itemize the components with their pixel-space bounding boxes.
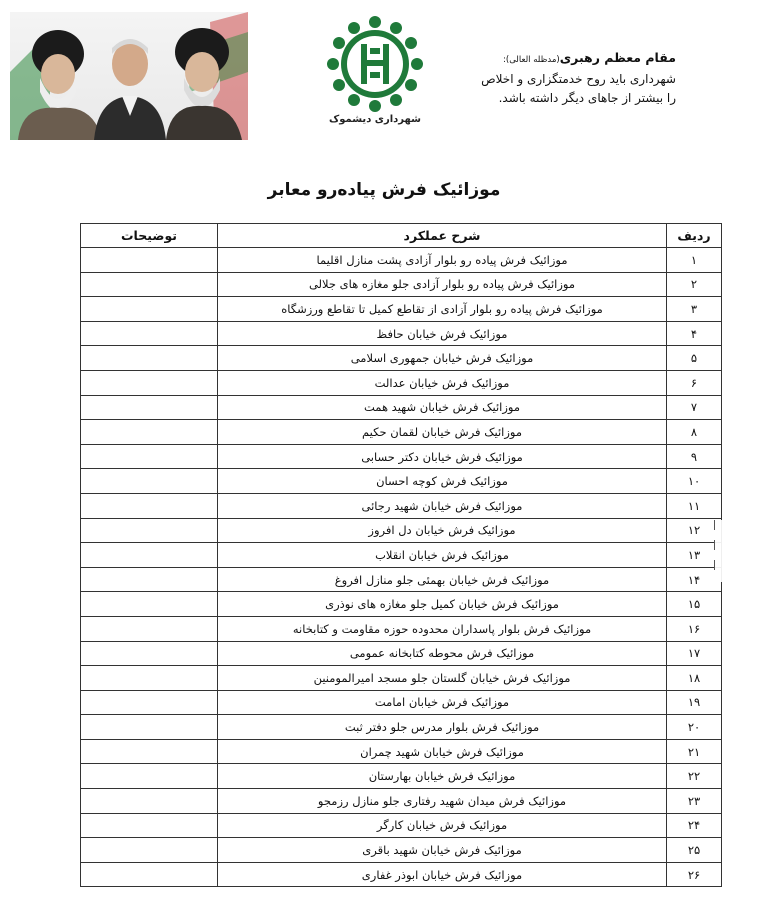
row-description-cell: موزائیک فرش خیابان شهید همت (218, 395, 667, 420)
row-number-cell: ۱۳ (667, 543, 722, 568)
row-description-cell: موزائیک فرش خیابان دکتر حسابی (218, 444, 667, 469)
row-notes-cell (81, 739, 218, 764)
table-row (81, 469, 722, 494)
row-notes-cell (81, 592, 218, 617)
table-row (81, 321, 722, 346)
row-notes-cell (81, 616, 218, 641)
row-number-cell: ۱۶ (667, 616, 722, 641)
row-number-cell: ۶ (667, 370, 722, 395)
row-notes-cell (81, 272, 218, 297)
quote-speaker: مقام معظم رهبری (559, 50, 676, 65)
row-description-cell: موزائیک فرش خیابان بهارستان (218, 764, 667, 789)
header-notes: توضیحات (81, 224, 218, 248)
row-notes-cell (81, 838, 218, 863)
row-notes-cell (81, 248, 218, 273)
table-row (81, 862, 722, 887)
table-row (81, 420, 722, 445)
table-row (81, 715, 722, 740)
header-description: شرح عملکرد (218, 224, 667, 248)
row-description-cell: موزائیک فرش خیابان جمهوری اسلامی (218, 346, 667, 371)
leader-quote (416, 48, 676, 108)
row-number-cell: ۱ (667, 248, 722, 273)
row-notes-cell (81, 690, 218, 715)
table-row (81, 444, 722, 469)
row-notes-cell (81, 567, 218, 592)
quote-speaker-line (416, 48, 676, 70)
table-header-row (81, 224, 722, 248)
row-notes-cell (81, 666, 218, 691)
row-number-cell: ۲۲ (667, 764, 722, 789)
leaders-portrait-image (10, 12, 248, 140)
row-description-cell: موزائیک فرش خیابان شهید رجائی (218, 493, 667, 518)
row-number-cell: ۲۴ (667, 813, 722, 838)
row-number-cell: ۱۷ (667, 641, 722, 666)
row-description-cell: موزائیک فرش خیابان لقمان حکیم (218, 420, 667, 445)
row-notes-cell (81, 543, 218, 568)
row-number-cell: ۹ (667, 444, 722, 469)
letterhead (0, 0, 768, 160)
row-description-cell: موزائیک فرش پیاده رو بلوار آزادی از تقاطع کمیل تا تقاطع ورزشگاه (218, 297, 667, 322)
border-fragment (714, 560, 715, 570)
table-row (81, 297, 722, 322)
row-description-cell: موزائیک فرش خیابان کمیل جلو مغازه های نوذری (218, 592, 667, 617)
row-notes-cell (81, 862, 218, 887)
row-description-cell: موزائیک فرش بلوار مدرس جلو دفتر ثبت (218, 715, 667, 740)
logo-caption: شهرداری دیشموک (329, 114, 421, 125)
row-number-cell: ۱۱ (667, 493, 722, 518)
row-description-cell: موزائیک فرش خیابان کارگر (218, 813, 667, 838)
row-notes-cell (81, 370, 218, 395)
row-number-cell: ۲۰ (667, 715, 722, 740)
row-description-cell: موزائیک فرش خیابان بهمئی جلو منازل افروغ (218, 567, 667, 592)
border-fragment (714, 520, 715, 530)
table-body (81, 248, 722, 887)
table-row (81, 641, 722, 666)
row-description-cell: موزائیک فرش خیابان عدالت (218, 370, 667, 395)
row-number-cell: ۱۲ (667, 518, 722, 543)
table-row (81, 592, 722, 617)
municipality-emblem-icon (325, 14, 425, 114)
table-row (81, 248, 722, 273)
row-number-cell: ۴ (667, 321, 722, 346)
table-row (81, 813, 722, 838)
works-table (80, 223, 722, 887)
table-row (81, 493, 722, 518)
table-row (81, 616, 722, 641)
row-notes-cell (81, 764, 218, 789)
table-row (81, 395, 722, 420)
row-number-cell: ۲ (667, 272, 722, 297)
row-number-cell: ۱۹ (667, 690, 722, 715)
row-description-cell: موزائیک فرش خیابان حافظ (218, 321, 667, 346)
row-description-cell: موزائیک فرش خیابان انقلاب (218, 543, 667, 568)
table-row (81, 567, 722, 592)
row-number-cell: ۲۱ (667, 739, 722, 764)
quote-line-2: را بیشتر از جاهای دیگر داشته باشد. (498, 91, 676, 105)
table-row (81, 518, 722, 543)
table-row (81, 346, 722, 371)
quote-line-1: شهرداری باید روح خدمتگزاری و اخلاص (481, 72, 676, 86)
row-number-cell: ۱۸ (667, 666, 722, 691)
row-notes-cell (81, 813, 218, 838)
row-description-cell: موزائیک فرش خیابان ابوذر غفاری (218, 862, 667, 887)
table-row (81, 543, 722, 568)
row-number-cell: ۲۳ (667, 789, 722, 814)
row-description-cell: موزائیک فرش پیاده رو بلوار آزادی پشت منازل اقلیما (218, 248, 667, 273)
row-number-cell: ۲۵ (667, 838, 722, 863)
header-row-number: ردیف (667, 224, 722, 248)
row-notes-cell (81, 493, 218, 518)
table-row (81, 789, 722, 814)
border-fragment (714, 540, 715, 550)
row-number-cell: ۱۴ (667, 567, 722, 592)
table-row (81, 764, 722, 789)
row-description-cell: موزائیک فرش خیابان دل افروز (218, 518, 667, 543)
row-notes-cell (81, 297, 218, 322)
row-number-cell: ۷ (667, 395, 722, 420)
row-number-cell: ۳ (667, 297, 722, 322)
row-notes-cell (81, 420, 218, 445)
row-description-cell: موزائیک فرش بلوار پاسداران محدوده حوزه مقاومت و کتابخانه (218, 616, 667, 641)
table-row (81, 838, 722, 863)
municipality-logo (325, 14, 425, 132)
row-description-cell: موزائیک فرش خیابان گلستان جلو مسجد امیرالمومنین (218, 666, 667, 691)
table-row (81, 370, 722, 395)
quote-honor: (مدظله العالی): (503, 55, 560, 65)
table-row (81, 666, 722, 691)
table-row (81, 690, 722, 715)
row-notes-cell (81, 789, 218, 814)
row-notes-cell (81, 395, 218, 420)
row-description-cell: موزائیک فرش میدان شهید رفتاری جلو منازل رزمجو (218, 789, 667, 814)
row-description-cell: موزائیک فرش خیابان شهید باقری (218, 838, 667, 863)
table-row (81, 272, 722, 297)
row-notes-cell (81, 469, 218, 494)
row-description-cell: موزائیک فرش خیابان شهید چمران (218, 739, 667, 764)
row-notes-cell (81, 715, 218, 740)
row-notes-cell (81, 444, 218, 469)
document-title: موزائیک فرش پیاده‌رو معابر (267, 180, 501, 200)
row-description-cell: موزائیک فرش کوچه احسان (218, 469, 667, 494)
row-notes-cell (81, 346, 218, 371)
row-number-cell: ۲۶ (667, 862, 722, 887)
row-number-cell: ۱۰ (667, 469, 722, 494)
row-notes-cell (81, 321, 218, 346)
row-number-cell: ۵ (667, 346, 722, 371)
row-notes-cell (81, 641, 218, 666)
row-description-cell: موزائیک فرش خیابان امامت (218, 690, 667, 715)
row-description-cell: موزائیک فرش پیاده رو بلوار آزادی جلو مغازه های جلالی (218, 272, 667, 297)
row-description-cell: موزائیک فرش محوطه کتابخانه عمومی (218, 641, 667, 666)
table-row (81, 739, 722, 764)
row-number-cell: ۱۵ (667, 592, 722, 617)
row-number-cell: ۸ (667, 420, 722, 445)
photo-glare (714, 520, 768, 582)
row-notes-cell (81, 518, 218, 543)
